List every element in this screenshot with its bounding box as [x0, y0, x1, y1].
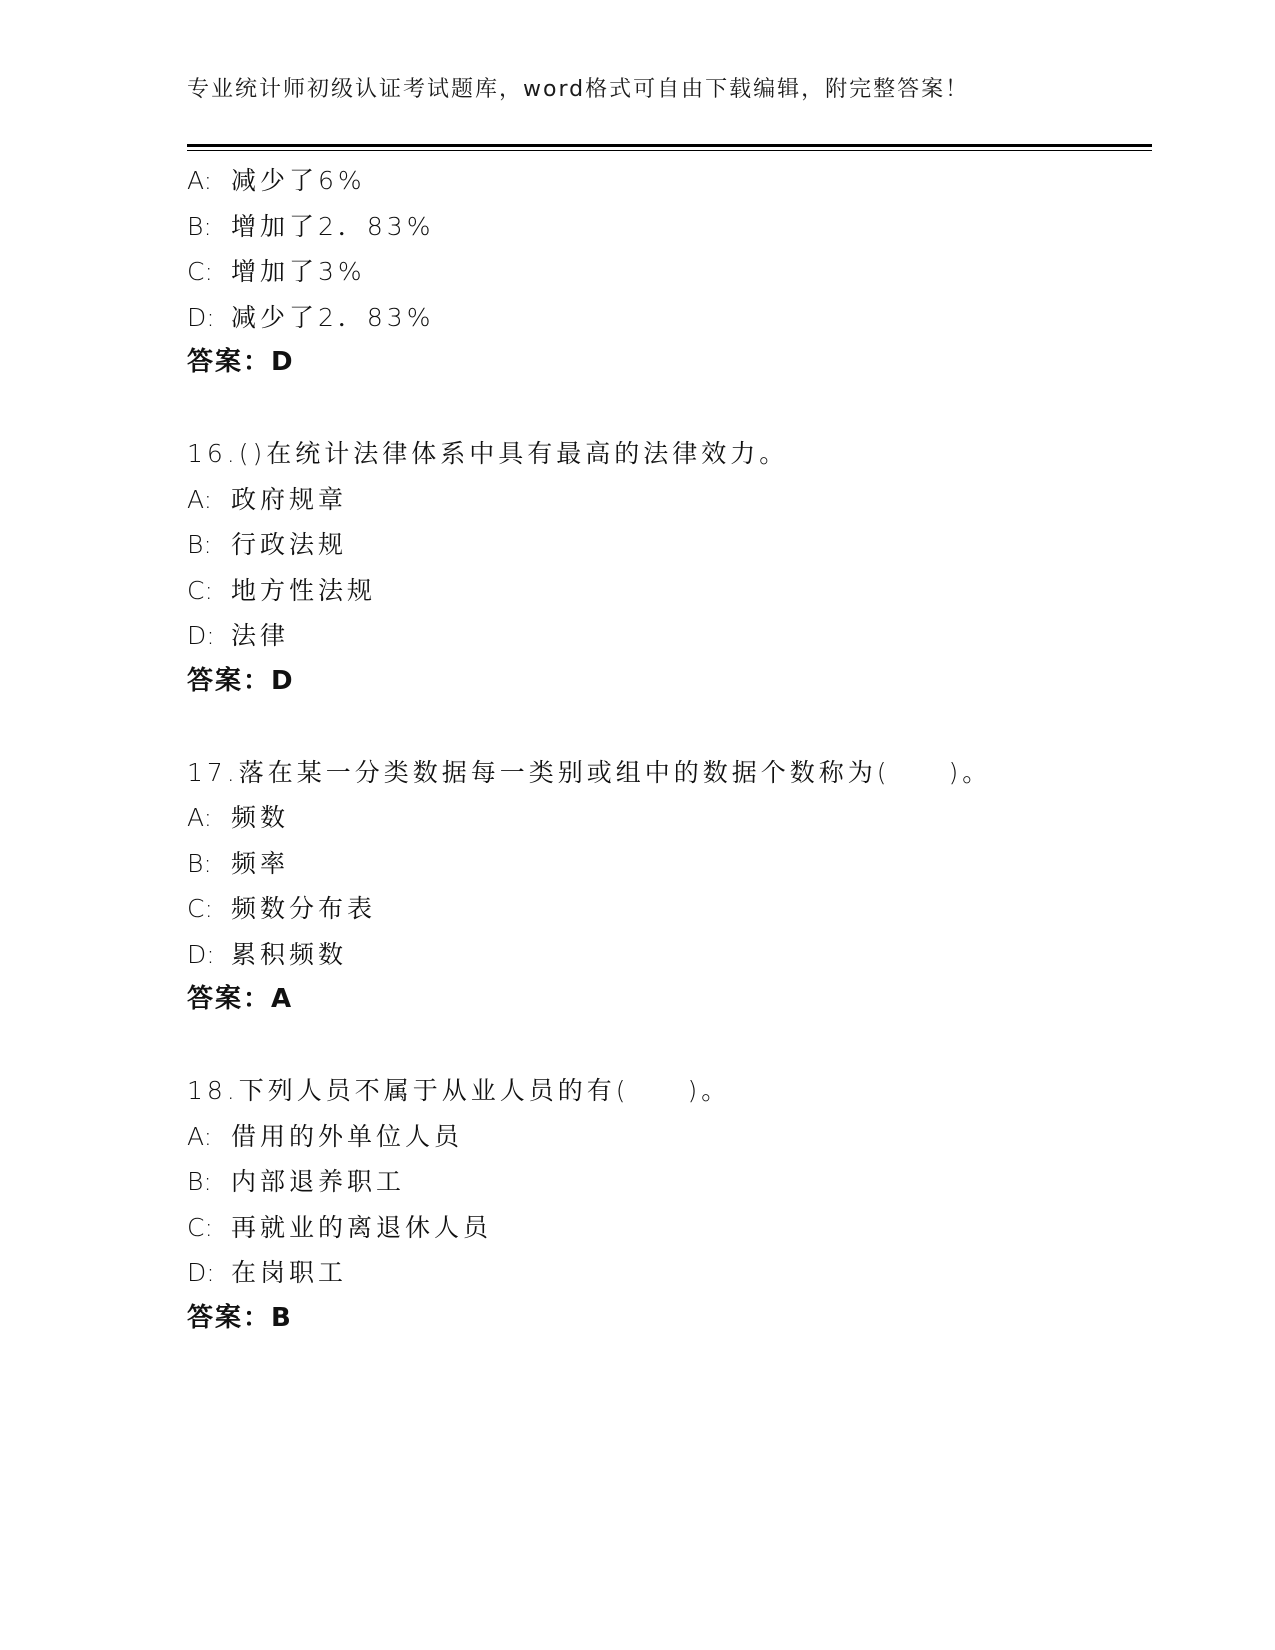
- option-text: 地方性法规: [231, 575, 377, 605]
- option-a: [187, 477, 1152, 523]
- option-text: 在岗职工: [231, 1258, 348, 1287]
- option-text: 法律: [231, 621, 290, 650]
- option-key: B:: [187, 530, 212, 559]
- option-key: D:: [187, 939, 215, 969]
- answer-line: 答案：B: [187, 1302, 293, 1333]
- header-rule-thick: [187, 144, 1152, 147]
- option-key: C:: [187, 1212, 213, 1242]
- option-c: [187, 568, 1152, 614]
- answer-line: 答案：D: [187, 347, 295, 377]
- option-d: [187, 932, 1152, 978]
- option-c: [187, 1205, 1152, 1251]
- answer-line: 答案：A: [187, 984, 294, 1014]
- option-text: 频数分布表: [231, 894, 377, 923]
- option-text: 借用的外单位人员: [231, 1121, 464, 1151]
- option-text: 内部退养职工: [231, 1167, 406, 1196]
- option-text: 频率: [231, 848, 290, 878]
- option-a: [187, 1114, 1152, 1160]
- option-key: C:: [187, 575, 213, 605]
- option-b: [187, 841, 1152, 887]
- option-key: D:: [187, 621, 215, 650]
- option-key: A:: [187, 166, 213, 195]
- question-stem: 18.下列人员不属于从业人员的有( )。: [187, 1076, 731, 1105]
- option-text: 增加了3%: [231, 257, 366, 286]
- option-key: A:: [187, 484, 213, 514]
- option-a: [187, 795, 1152, 841]
- option-text: 增加了2．83%: [231, 211, 435, 241]
- option-b: [187, 522, 1152, 568]
- header-rule-thin: [187, 150, 1152, 151]
- option-key: B:: [187, 211, 212, 241]
- question-block: [187, 158, 1152, 386]
- option-key: C:: [187, 894, 213, 923]
- question-block: [187, 431, 1152, 704]
- block-spacer: [187, 386, 1152, 432]
- option-d: [187, 1250, 1152, 1296]
- question-stem: 16.()在统计法律体系中具有最高的法律效力。: [187, 439, 789, 468]
- block-spacer: [187, 1023, 1152, 1069]
- option-text: 减少了6%: [231, 166, 366, 195]
- option-text: 行政法规: [231, 530, 348, 559]
- answer-line: 答案：D: [187, 665, 295, 696]
- question-block: [187, 750, 1152, 1023]
- option-d: [187, 295, 1152, 341]
- option-c: [187, 886, 1152, 932]
- option-d: [187, 613, 1152, 659]
- block-spacer: [187, 704, 1152, 750]
- option-key: D:: [187, 302, 215, 332]
- option-text: 减少了2．83%: [231, 302, 435, 332]
- question-stem: 17.落在某一分类数据每一类别或组中的数据个数称为( )。: [187, 757, 992, 787]
- option-b: [187, 1159, 1152, 1205]
- option-a: [187, 158, 1152, 204]
- option-key: A:: [187, 1121, 213, 1151]
- option-b: [187, 204, 1152, 250]
- option-key: B:: [187, 1167, 212, 1196]
- option-c: [187, 249, 1152, 295]
- question-list: [187, 158, 1152, 1341]
- option-key: A:: [187, 803, 213, 832]
- option-key: C:: [187, 257, 213, 286]
- option-text: 政府规章: [231, 484, 348, 514]
- page-header: 专业统计师初级认证考试题库，word格式可自由下载编辑，附完整答案！: [187, 77, 970, 102]
- option-key: B:: [187, 848, 212, 878]
- option-text: 频数: [231, 803, 290, 832]
- option-text: 再就业的离退休人员: [231, 1212, 493, 1242]
- question-block: [187, 1068, 1152, 1341]
- option-text: 累积频数: [231, 939, 348, 969]
- option-key: D:: [187, 1258, 215, 1287]
